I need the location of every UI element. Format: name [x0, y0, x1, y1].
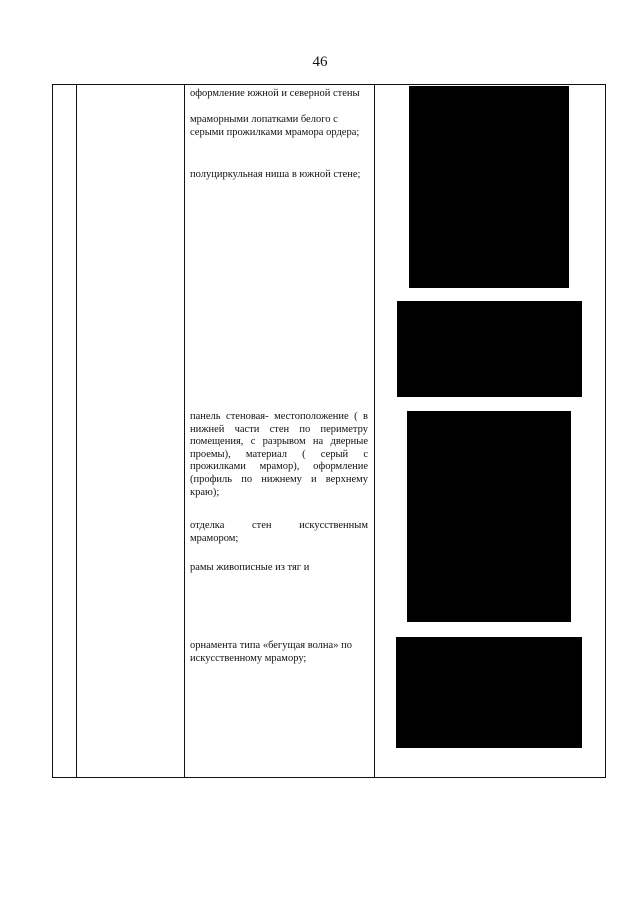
- description-running-wave-ornament: орнамента типа «бегущая волна» по искусственному мрамору;: [190, 640, 352, 664]
- page-number: 46: [312, 54, 328, 70]
- redacted-photo-1: [409, 86, 569, 288]
- description-painting-frames: рамы живописные из тяг и: [190, 562, 310, 573]
- redacted-photo-3: [407, 411, 571, 622]
- description-wall-panel: панель стеновая- местоположение ( в нижней части стен по периметру помещения, с разрывом на дверные проемы), материал ( серый с прожилками мрамор), оформление (профиль по нижнему и верхнему краю);: [190, 411, 368, 498]
- description-semicircular-niche: полуциркульная ниша в южной стене;: [190, 169, 361, 180]
- description-artificial-marble: отделка стен искусственным мрамором;: [190, 520, 368, 544]
- redacted-photo-2: [397, 301, 582, 397]
- column-divider-1: [76, 85, 77, 777]
- column-divider-3: [374, 85, 375, 777]
- column-divider-2: [184, 85, 185, 777]
- description-south-north-walls: оформление южной и северной стены: [190, 88, 360, 99]
- description-marble-pilasters: мраморными лопатками белого с серыми прожилками мрамора ордера;: [190, 114, 360, 138]
- redacted-photo-4: [396, 637, 582, 748]
